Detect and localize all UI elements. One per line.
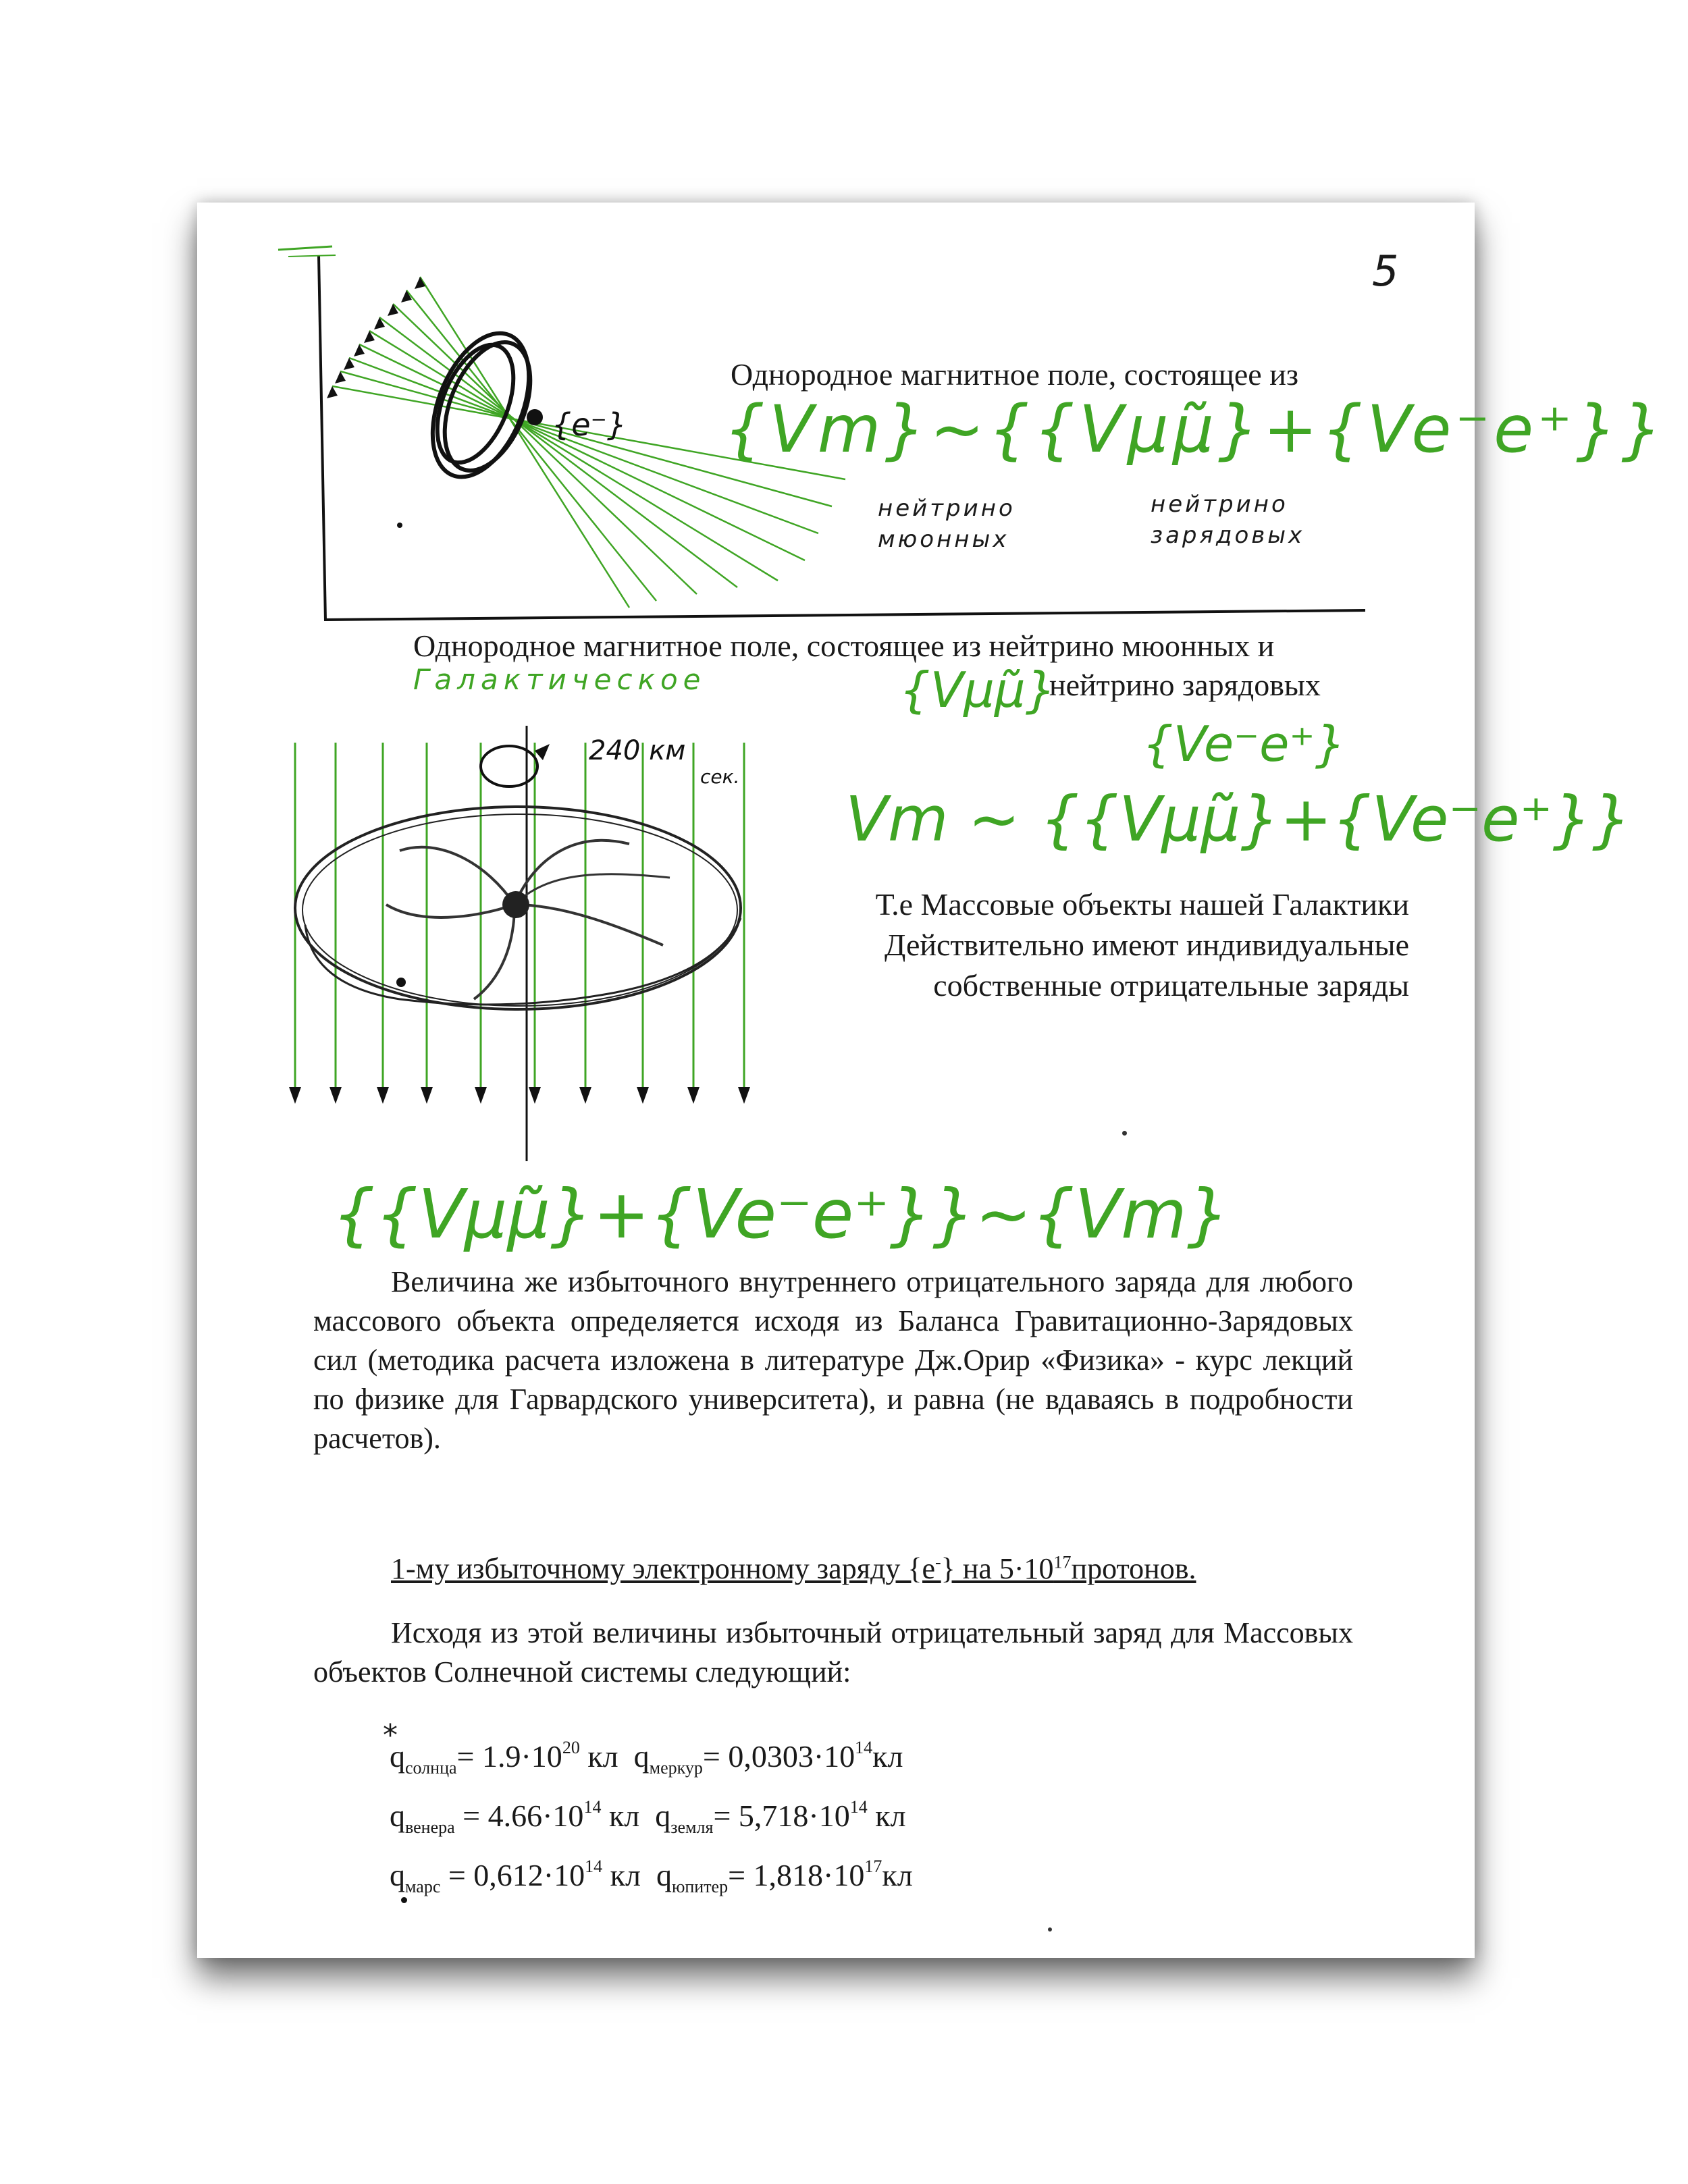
label-neutrino-muon: нейтрино мюонных: [878, 495, 1016, 553]
charge-venus: $q_{венера} = 4.66\cdot 10^{14}$ кл: [390, 1797, 640, 1837]
scan-speck: [401, 1897, 407, 1903]
label-neutrino-charge: нейтрино зарядовых: [1151, 491, 1305, 549]
scan-speck: [1048, 1927, 1052, 1932]
diagram2-caption-line2: нейтрино зарядовых: [1049, 668, 1321, 702]
charge-row-1: [390, 1728, 913, 1788]
page-number: 5: [1372, 246, 1399, 296]
diagram1-caption: Однородное магнитное поле, состоящее из: [731, 357, 1299, 392]
formula-muon: {Vμμ̃}: [899, 662, 1057, 718]
diagram2-caption-line1: Однородное магнитное поле, состоящее из нейтрино мюонных и: [413, 629, 1275, 663]
galaxy-statement: Т.е Массовые объекты нашей Галактики Действительно имеют индивидуальные собственные отрицательные заряды: [875, 887, 1409, 1003]
charge-mercury: $q_{меркур}= 0,0303\cdot 10^{14}кл$: [633, 1738, 903, 1778]
galaxy-spiral-arms: [386, 841, 670, 999]
charge-row-3: [390, 1847, 913, 1907]
galaxy-field-arrows: [289, 1087, 750, 1104]
galaxy-core: [502, 891, 529, 918]
diagram1-formula: {Vm}~{{Vμμ̃}+{Ve⁻e⁺}}: [724, 392, 1667, 467]
paragraph-solar-system: Исходя из этой величины избыточный отрицательный заряд для Массовых объектов Солнечной системы следующий:: [313, 1616, 1353, 1688]
charges-table: [390, 1728, 913, 1907]
paragraph-charge-balance: Величина же избыточного внутреннего отрицательного заряда для любого массового объекта определяется исходя из Баланса Гравитационно-Зарядовых сил (методика расчета изложена в литературе Дж.Орир «Физика» - курс лекций по физике для Гарвардского университета), и равна (не вдаваясь в подробности расчетов).: [313, 1265, 1353, 1455]
document-page: [197, 203, 1667, 1958]
charge-row-2: [390, 1788, 913, 1847]
scan-speck: [1122, 1131, 1127, 1136]
formula-bottom: {{Vμμ̃}+{Ve⁻e⁺}}~{Vm}: [332, 1175, 1230, 1254]
rotation-unit: сек.: [700, 766, 740, 788]
handwritten-galactic: Галактическое: [413, 663, 706, 696]
rotation-arrow: [481, 746, 537, 787]
asterisk-mark: *: [383, 1718, 398, 1753]
electron-dot: [527, 409, 543, 425]
axis-vertical: [319, 255, 325, 621]
formula-charge: {Ve⁻e⁺}: [1142, 716, 1346, 772]
charge-jupiter: $q_{юпитер}= 1,818\cdot 10^{17}кл$: [656, 1857, 913, 1896]
formula-main: Vm ~ {{Vμμ̃}+{Ve⁻e⁺}}: [845, 783, 1632, 855]
charge-mars: $q_{марс} = 0,612\cdot 10^{14}$ кл: [390, 1857, 641, 1896]
axis-horizontal: [325, 610, 1365, 620]
electron-label: {e⁻}: [552, 406, 627, 443]
rotation-speed: 240 км: [589, 735, 686, 766]
charge-earth: $q_{земля}= 5,718\cdot 10^{14}$ кл: [655, 1797, 906, 1837]
charge-sun: $q_{солнца}= 1.9\cdot 10^{20}$ кл: [390, 1738, 618, 1778]
highlight-electron-ratio: 1-му избыточному электронному заряду {e-} на $5\cdot 10^{17}протонов$.: [391, 1552, 1196, 1585]
